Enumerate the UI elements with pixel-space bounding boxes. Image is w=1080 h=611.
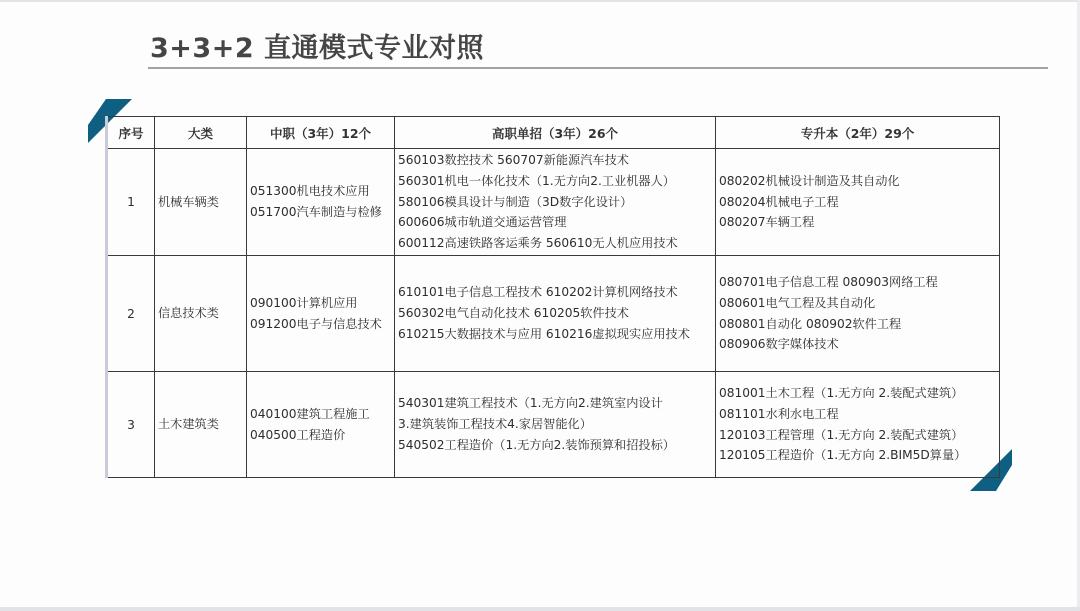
major-item: 080204机械电子工程 [719,194,839,209]
window-bottom-edge [0,607,1080,611]
row-index: 1 [107,149,155,256]
header-index: 序号 [107,117,155,149]
row-category: 土木建筑类 [155,372,247,478]
major-item: 081101水利水电工程 [719,406,839,421]
major-item: 560301机电一体化技术（1.无方向2.工业机器人） [398,173,675,188]
major-item: 080202机械设计制造及其自动化 [719,173,900,188]
major-item: 600606城市轨道交通运营管理 [398,215,567,230]
major-item: 051700汽车制造与检修 [250,205,382,219]
major-item: 080701电子信息工程 080903网络工程 [719,275,938,290]
table-row [107,256,1000,372]
major-item: 090100计算机应用 [250,295,358,310]
row-vocational-majors [395,256,716,372]
row-bachelor-majors [716,256,1000,372]
major-item: 580106模具设计与制造（3D数字化设计） [398,194,633,209]
table-header-row [107,117,1000,149]
major-item: 560103数控技术 560707新能源汽车技术 [398,153,629,168]
row-secondary-majors [247,372,395,478]
major-item: 540301建筑工程技术（1.无方向2.建筑室内设计 [398,396,663,411]
row-vocational-majors [395,372,716,478]
major-item: 080906数字媒体技术 [719,337,839,352]
window-top-edge [0,0,1080,2]
row-bachelor-majors [716,149,1000,256]
row-vocational-majors [395,149,716,256]
row-index: 2 [107,256,155,372]
major-item: 610215大数据技术与应用 610216虚拟现实应用技术 [398,326,690,341]
row-category: 机械车辆类 [155,149,247,256]
major-comparison-table [105,116,1000,478]
major-item: 080601电气工程及其自动化 [719,295,876,310]
row-secondary-majors [247,149,395,256]
table-row [107,372,1000,478]
major-item: 540502工程造价（1.无方向2.装饰预算和招投标） [398,437,675,452]
major-item: 3.建筑装饰工程技术4.家居智能化） [398,417,592,432]
major-item: 080207车辆工程 [719,215,815,230]
major-item: 081001土木工程（1.无方向 2.装配式建筑） [719,386,964,401]
title-underline [148,67,1048,69]
major-item: 091200电子与信息技术 [250,316,382,331]
major-item: 610101电子信息工程技术 610202计算机网络技术 [398,285,678,300]
header-bachelor: 专升本（2年）29个 [716,117,1000,149]
header-secondary: 中职（3年）12个 [247,117,395,149]
major-item: 040100建筑工程施工 [250,406,370,421]
major-item: 080801自动化 080902软件工程 [719,316,902,331]
header-category: 大类 [155,117,247,149]
row-bachelor-majors [716,372,1000,478]
major-item: 051300机电技术应用 [250,184,370,199]
header-vocational: 高职单招（3年）26个 [395,117,716,149]
major-item: 600112高速铁路客运乘务 560610无人机应用技术 [398,236,678,251]
major-item: 120105工程造价（1.无方向 2.BIM5D算量） [719,448,967,463]
table-row [107,149,1000,256]
major-item: 120103工程管理（1.无方向 2.装配式建筑） [719,427,964,442]
major-item: 040500工程造价 [250,427,346,442]
row-category: 信息技术类 [155,256,247,372]
row-index: 3 [107,372,155,478]
major-item: 560302电气自动化技术 610205软件技术 [398,306,629,321]
slide-title: 3+3+2 直通模式专业对照 [150,33,485,64]
row-secondary-majors [247,256,395,372]
